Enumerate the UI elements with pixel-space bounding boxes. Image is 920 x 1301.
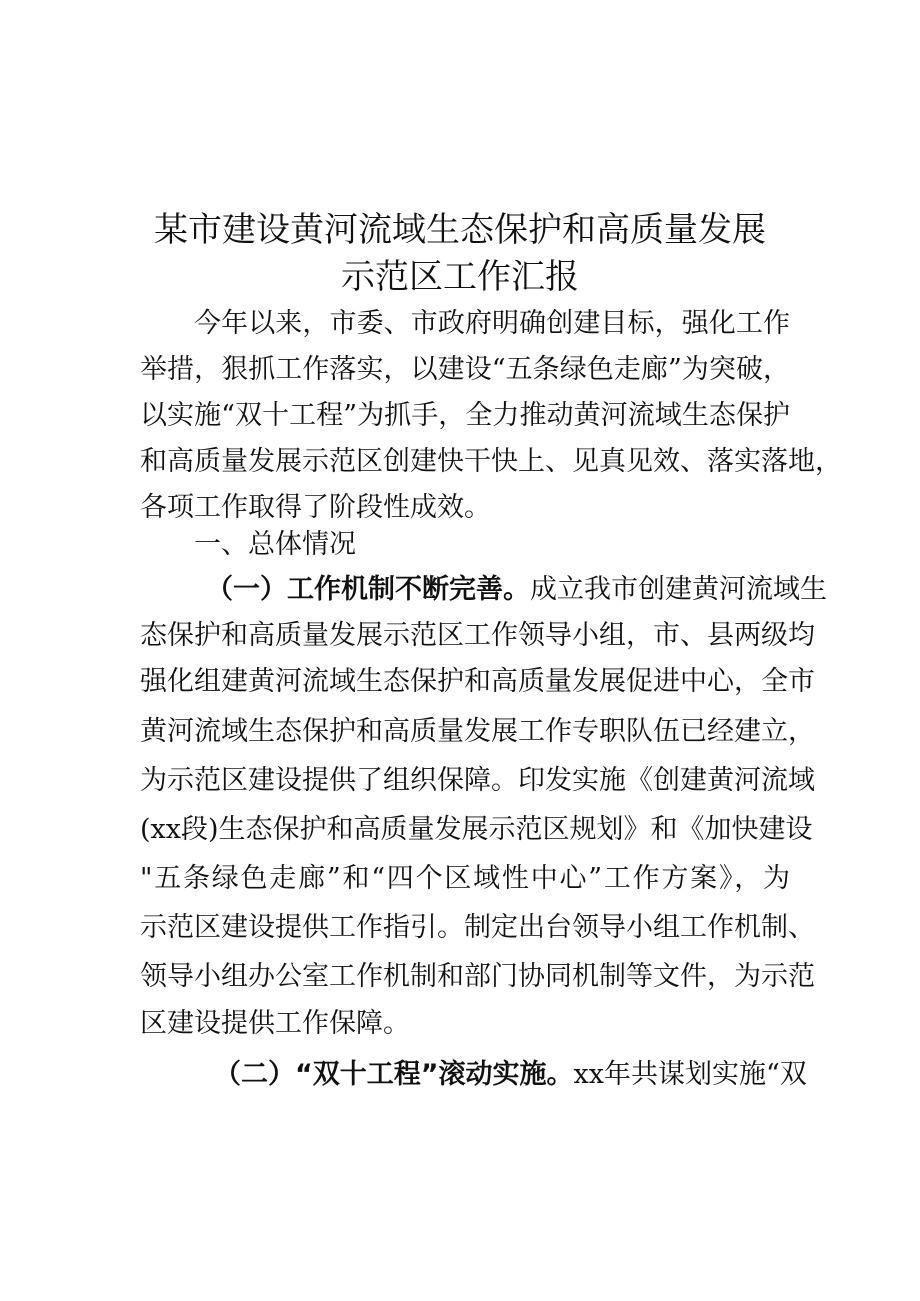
intro-line-1: 今年以来，市委、市政府明确创建目标，强化工作 [194, 308, 790, 339]
sub1-line-5: 为示范区建设提供了组织保障。印发实施《创建黄河流域 [140, 765, 815, 796]
sub1-line-2: 态保护和高质量发展示范区工作领导小组，市、县两级均 [140, 620, 815, 651]
intro-line-2: 举措，狠抓工作落实，以建设“五条绿色走廊”为突破， [140, 354, 790, 385]
sub1-line-10: 区建设提供工作保障。 [140, 1008, 410, 1039]
sub1-line-7: "五条绿色走廊”和“四个区域性中心”工作方案》，为 [140, 863, 790, 894]
sub1-line-9: 领导小组办公室工作机制和部门协同机制等文件，为示范 [140, 961, 815, 992]
sub1-line-3: 强化组建黄河流域生态保护和高质量发展促进中心，全市 [140, 666, 815, 697]
intro-line-4: 和高质量发展示范区创建快干快上、见真见效、落实落地， [140, 446, 842, 477]
sub1-first-line-text: 成立我市创建黄河流域生 [530, 574, 827, 605]
sub1-first-line [206, 567, 827, 613]
sub2-first-line [214, 1052, 807, 1098]
sub1-heading: （一）工作机制不断完善。 [206, 574, 530, 605]
sub2-first-line-text: xx年共谋划实施“双 [573, 1059, 807, 1090]
document-title-line-2: 示范区工作汇报 [341, 257, 579, 297]
sub1-line-8: 示范区建设提供工作指引。制定出台领导小组工作机制、 [140, 912, 815, 943]
sub1-line-4: 黄河流域生态保护和高质量发展工作专职队伍已经建立， [140, 716, 815, 747]
document-title-line-1: 某市建设黄河流域生态保护和高质量发展 [154, 210, 766, 250]
sub2-heading: （二）“双十工程”滚动实施。 [214, 1059, 574, 1090]
sub1-line-6: (xx段)生态保护和高质量发展示范区规划》和《加快建设 [140, 814, 813, 845]
intro-line-3: 以实施“双十工程”为抓手，全力推动黄河流域生态保护 [140, 400, 790, 431]
section-1-heading: 一、总体情况 [194, 529, 356, 560]
intro-line-5: 各项工作取得了阶段性成效。 [140, 492, 491, 523]
